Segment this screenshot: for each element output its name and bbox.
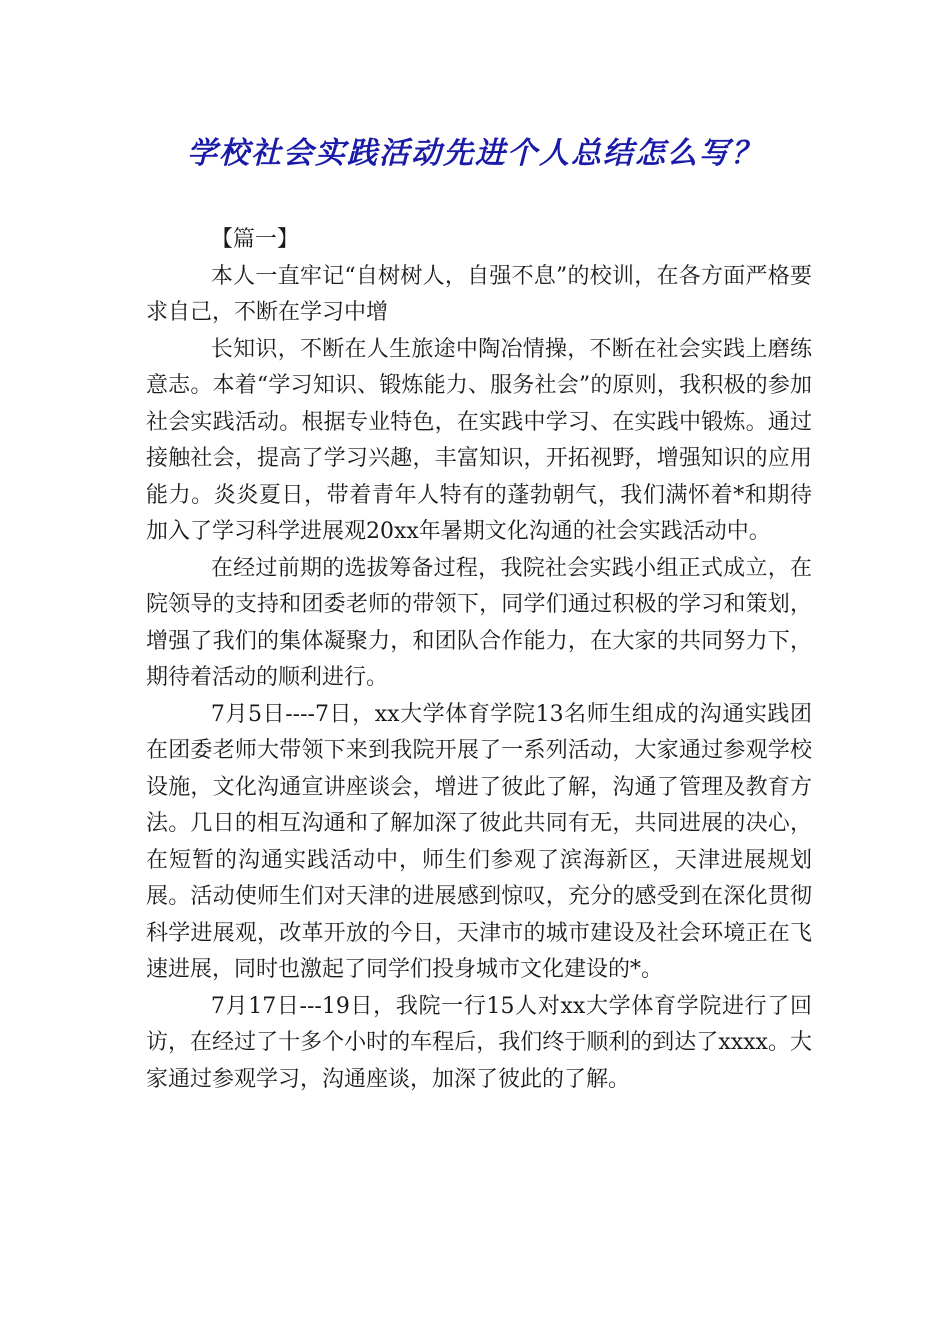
paragraph-2: 长知识，不断在人生旅途中陶冶情操，不断在社会实践上磨练意志。本着“学习知识、锻炼能力、服务社会”的原则，我积极的参加社会实践活动。根据专业特色，在实践中学习、在实践中锻炼。通过接触社会，提高了学习兴趣，丰富知识，开拓视野，增强知识的应用能力。炎炎夏日，带着青年人特有的蓬勃朝气，我们满怀着*和期待加入了学习科学进展观20xx年暑期文化沟通的社会实践活动中。 bbox=[146, 336, 812, 544]
paragraph-5: 7月17日---19日，我院一行15人对xx大学体育学院进行了回访，在经过了十多个小时的车程后，我们终于顺利的到达了xxxx。大家通过参观学习，沟通座谈，加深了彼此的了解。 bbox=[146, 993, 812, 1092]
paragraph-3: 在经过前期的选拔筹备过程，我院社会实践小组正式成立，在院领导的支持和团委老师的带领下，同学们通过积极的学习和策划，增强了我们的集体凝聚力，和团队合作能力，在大家的共同努力下，期待着活动的顺利进行。 bbox=[146, 555, 812, 690]
paragraph-4: 7月5日----7日，xx大学体育学院13名师生组成的沟通实践团在团委老师大带领下来到我院开展了一系列活动，大家通过参观学校设施，文化沟通宣讲座谈会，增进了彼此了解，沟通了管理及教育方法。几日的相互沟通和了解加深了彼此共同有无，共同进展的决心，在短暂的沟通实践活动中，师生们参观了滨海新区，天津进展规划展。活动使师生们对天津的进展感到惊叹，充分的感受到在深化贯彻科学进展观，改革开放的今日，天津市的城市建设及社会环境正在飞速进展，同时也激起了同学们投身城市文化建设的*。 bbox=[146, 701, 812, 982]
document-body bbox=[146, 222, 812, 1098]
section-heading: 【篇一】 bbox=[210, 227, 299, 252]
document-title: 学校社会实践活动先进个人总结怎么写？ bbox=[187, 136, 763, 171]
paragraph-1: 本人一直牢记“自树树人，自强不息”的校训，在各方面严格要求自己，不断在学习中增 bbox=[146, 263, 812, 325]
